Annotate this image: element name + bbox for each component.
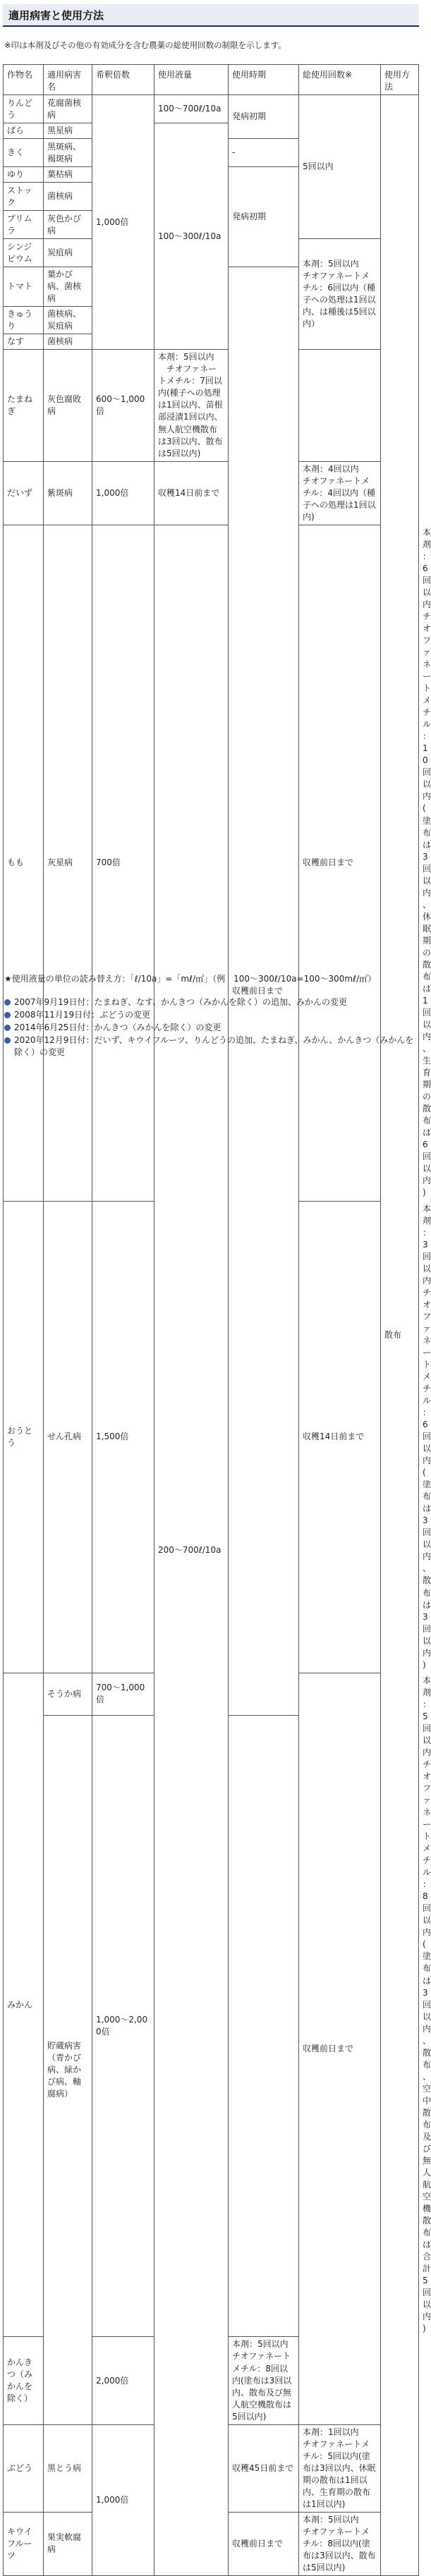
crop-cell: シンジビウム <box>4 239 44 267</box>
bullet-icon <box>4 1012 11 1018</box>
disease-cell: 黒とう病 <box>44 2424 92 2512</box>
total-uses-cell: 本剤：5回以内 チオファネートメチル：7回以内(種子への処理は1回以内、苗根部浸漬1回以内、無人航空機散布は3回以内、散布は5回以内) <box>154 350 229 461</box>
disease-cell: 菌核病、炭疽病 <box>44 307 92 334</box>
total-uses-cell: 5回以内 <box>299 95 381 239</box>
crop-cell: なす <box>4 334 44 350</box>
disease-cell: 紫斑病 <box>44 461 92 525</box>
dilution-cell: 2,000倍 <box>92 2337 154 2424</box>
disease-cell: 花腐菌核病 <box>44 95 92 123</box>
dilution-cell: 1,500倍 <box>92 1201 154 1673</box>
timing-cell: 発病初期 <box>229 95 299 139</box>
total-uses-cell: 本剤：4回以内 チオファネートメチル：4回以内（種子への処理は1回以内) <box>299 461 381 525</box>
disease-cell: 炭疽病 <box>44 239 92 267</box>
update-text: 2008年11月19日付：ぶどうの変更 <box>14 1010 151 1020</box>
total-uses-cell: 本剤：5回以内 チオファネートメチル：8回以内(塗布は3回以内、散布及び無人航空機散布は5回以内) <box>229 2337 299 2424</box>
disease-cell: 葉かび病、菌核病 <box>44 267 92 307</box>
dilution-cell: 1,000倍 <box>92 461 154 525</box>
table-row <box>4 350 419 461</box>
total-uses-cell: 本剤：5回以内 チオファネートメチル：8回以内(塗布は3回以内、散布は5回以内) <box>299 2512 381 2575</box>
timing-cell: 発病初期 <box>229 167 299 267</box>
timing-cell: 収穫前日まで <box>229 267 299 1716</box>
dilution-cell: 1,000～2,000倍 <box>92 1715 154 2337</box>
crop-cell: たまねぎ <box>4 350 44 461</box>
timing-cell: 収穫前日まで <box>299 1673 381 2424</box>
update-text: 2014年6月25日付：かんきつ（みかんを除く）の変更 <box>14 1023 221 1033</box>
crop-cell: ばら <box>4 123 44 139</box>
volume-cell: 200～700ℓ/10a <box>154 525 229 2575</box>
disease-cell: 貯蔵病害（青かび病、緑かび病、軸腐病） <box>44 1715 92 2424</box>
disease-cell: 黒星病 <box>44 123 92 139</box>
table-row: もも 灰星病 700倍 200～700ℓ/10a 収穫前日まで 本剤：6回以内 チオファネートメチル：10回以内(塗布は3回以内、休眠期の散布は1回以内、生育期の散布は6回以内) <box>4 525 419 1201</box>
update-item <box>4 996 420 1008</box>
crop-cell: もも <box>4 525 44 1201</box>
disease-cell: 葉枯病 <box>44 167 92 183</box>
timing-cell: 収穫前日まで <box>299 525 381 1201</box>
disease-cell: 果実軟腐病 <box>44 2512 92 2575</box>
total-uses-cell: 本剤：5回以内 チオファネートメチル：6回以内（種子への処理は1回以内、は種後は5回以内） <box>299 239 381 350</box>
header-crop: 作物名 <box>4 65 44 95</box>
disease-cell: 菌核病 <box>44 334 92 350</box>
crop-cell: キウイフルーツ <box>4 2512 44 2575</box>
disease-cell: 灰星病 <box>44 525 92 1201</box>
update-item <box>4 1022 420 1034</box>
table-row: みかん そうか病 700～1,000倍 収穫前日まで 本剤：5回以内 チオファネートメチル：8回以内(塗布は3回以内、散布、空中散布及び無人航空機散布は合計5回以内) <box>4 1673 419 1715</box>
crop-cell: きく <box>4 139 44 167</box>
update-text: 2007年9月19日付：たまねぎ、なす、かんきつ（みかんを除く）の追加、みかんの変更 <box>14 997 348 1007</box>
header-method: 使用方法 <box>381 65 419 95</box>
note-total-uses: ※印は本剤及びその他の有効成分を含む農薬の総使用回数の制限を示します。 <box>4 40 286 50</box>
disease-cell: そうか病 <box>44 1673 92 1715</box>
crop-cell: かんきつ（みかんを除く） <box>4 2337 44 2424</box>
disease-cell: 菌核病 <box>44 183 92 211</box>
table-row <box>4 95 419 123</box>
disease-cell: せん孔病 <box>44 1201 92 1673</box>
volume-cell: 100～300ℓ/10a <box>154 123 229 350</box>
dilution-cell: 1,000倍 <box>92 2424 154 2575</box>
dilution-cell: 700～1,000倍 <box>92 1673 154 1715</box>
timing-cell: - <box>229 139 299 167</box>
dilution-cell: 700倍 <box>92 525 154 1201</box>
dilution-cell: 1,000倍 <box>92 95 154 350</box>
crop-cell: トマト <box>4 267 44 307</box>
bullet-icon <box>4 1037 11 1044</box>
crop-cell: ゆり <box>4 167 44 183</box>
disease-cell: 灰色腐敗病 <box>44 350 92 461</box>
table-header-row <box>4 65 419 95</box>
update-item <box>4 1034 420 1058</box>
total-uses-cell: 本剤：1回以内 チオファネートメチル：5回以内(塗布は3回以内、休眠期の散布は1回以内、生育期の散布は1回以内) <box>299 2424 381 2512</box>
timing-cell: 収穫14日前まで <box>299 1201 381 1673</box>
crop-cell: みかん <box>4 1673 44 2337</box>
timing-cell: 収穫45日前まで <box>229 2424 299 2512</box>
crop-cell: ストック <box>4 183 44 211</box>
table-row <box>4 461 419 525</box>
crop-cell: きゅうり <box>4 307 44 334</box>
disease-cell: 黒斑病、褐斑病 <box>44 139 92 167</box>
update-text: 2020年12月9日付：だいず、キウイフルーツ、りんどうの追加、たまねぎ、みかん、かんきつ（みかんを除く）の変更 <box>14 1035 414 1058</box>
bullet-icon <box>4 999 11 1006</box>
crop-cell: りんどう <box>4 95 44 123</box>
crop-cell: だいず <box>4 461 44 525</box>
header-total-uses: 総使用回数※ <box>299 65 381 95</box>
timing-cell: 収穫14日前まで <box>154 461 229 525</box>
header-timing: 使用時期 <box>229 65 299 95</box>
header-volume: 使用液量 <box>154 65 229 95</box>
crop-cell: おうとう <box>4 1201 44 1673</box>
crop-cell: プリムラ <box>4 211 44 239</box>
update-history-list <box>4 996 420 1059</box>
method-cell: 散布 <box>381 95 419 2576</box>
timing-cell: 収穫前日まで <box>229 2512 299 2575</box>
header-dilution: 希釈倍数 <box>92 65 154 95</box>
section-heading: 適用病害と使用方法 <box>3 4 419 27</box>
disease-cell: 灰色かび病 <box>44 211 92 239</box>
table-row: おうとう せん孔病 1,500倍 収穫14日前まで 本剤：3回以内 チオファネートメチル：6回以内(塗布は3回以内、散布は3回以内) <box>4 1201 419 1673</box>
dilution-cell: 600～1,000倍 <box>92 350 154 461</box>
update-item <box>4 1009 420 1021</box>
unit-note: ★使用液量の単位の読み替え方：「ℓ/10a」=「mℓ/㎡」（例 100～300ℓ/10a=100～300mℓ/㎡） <box>4 974 377 984</box>
header-disease: 適用病害名 <box>44 65 92 95</box>
bullet-icon <box>4 1025 11 1031</box>
volume-cell: 100～700ℓ/10a <box>154 95 229 123</box>
application-table <box>3 64 431 2576</box>
crop-cell: ぶどう <box>4 2424 44 2512</box>
